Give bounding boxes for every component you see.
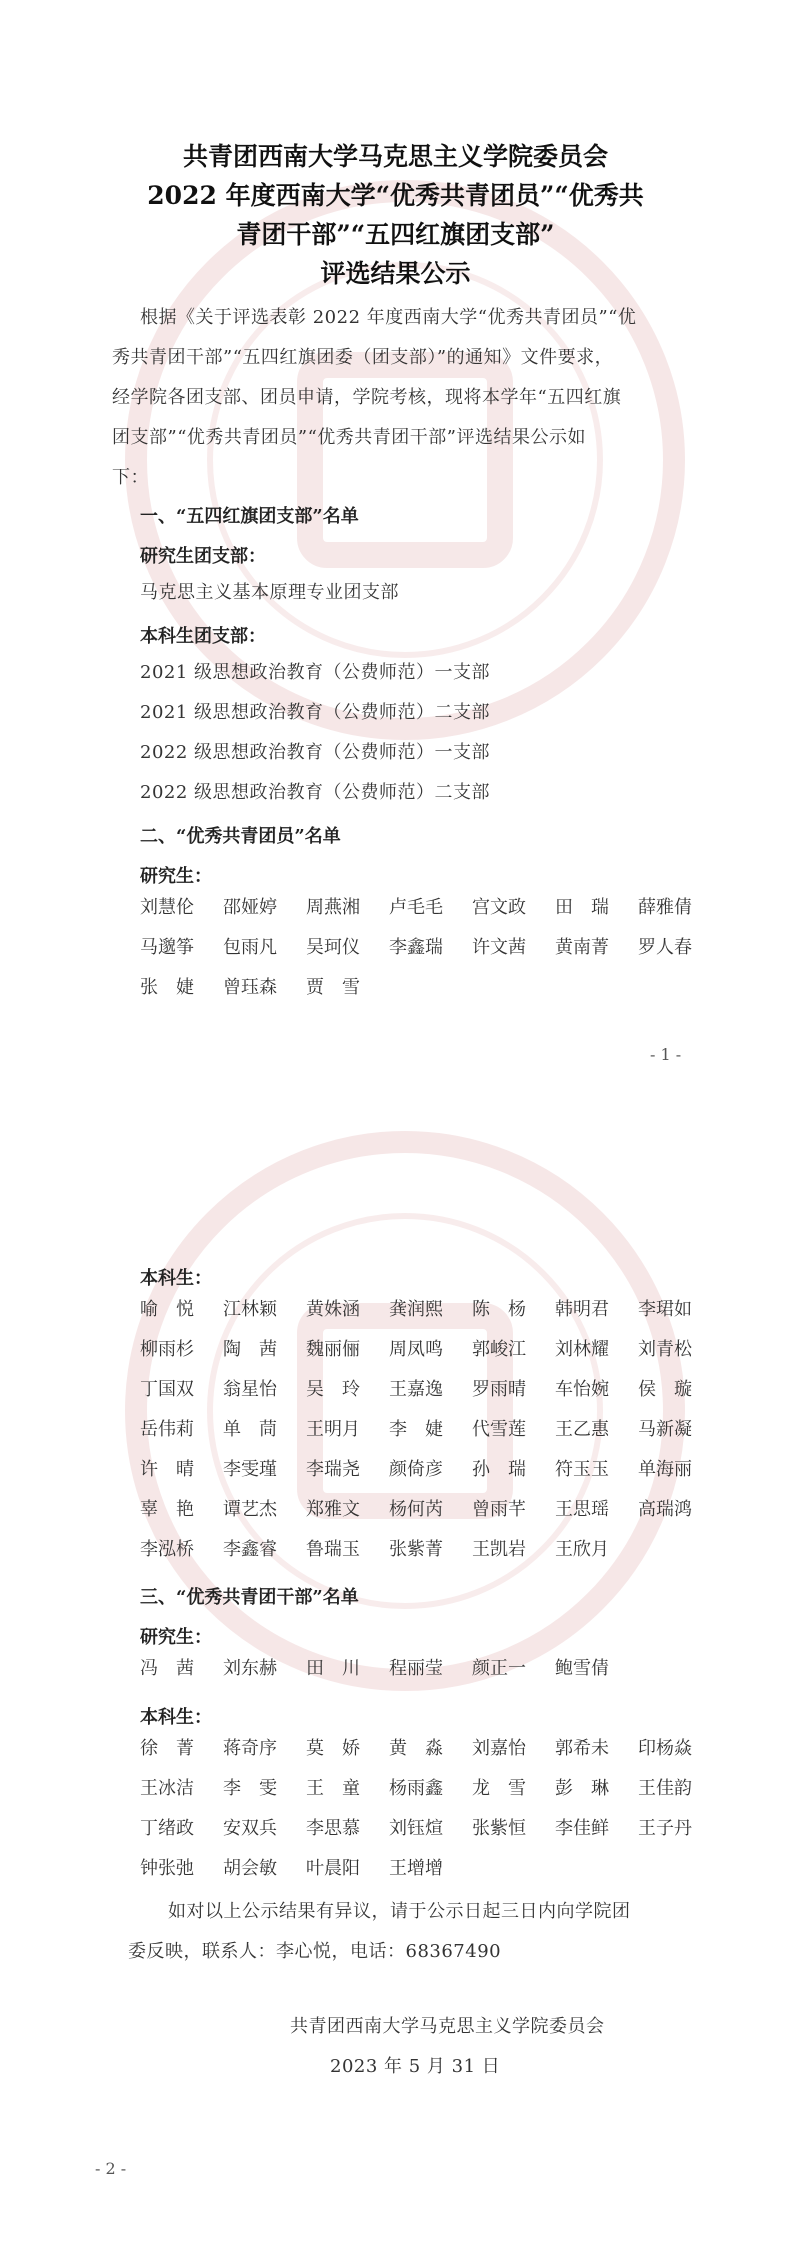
person-name: 鲁瑞玉: [306, 1539, 360, 1560]
person-name: 彭 琳: [555, 1778, 609, 1799]
person-name: 刘钰煊: [389, 1818, 443, 1839]
page-number: - 1 -: [650, 1045, 682, 1064]
person-name: 孙 瑞: [472, 1459, 526, 1480]
person-name: 颜倚彦: [389, 1459, 443, 1480]
person-name: 郑雅文: [306, 1499, 360, 1520]
person-name: 叶晨阳: [306, 1858, 360, 1879]
signature-org: 共青团西南大学马克思主义学院委员会: [290, 2016, 605, 2037]
person-name: 罗人春: [638, 937, 692, 958]
section3-grad-label: 研究生：: [140, 1627, 212, 1648]
person-name: 许 晴: [140, 1459, 194, 1480]
person-name: 宫文政: [472, 897, 526, 918]
person-name: 蒋奇序: [223, 1738, 277, 1759]
person-name: 杨何芮: [389, 1499, 443, 1520]
person-name: 邵娅婷: [223, 897, 277, 918]
person-name: 杨雨鑫: [389, 1778, 443, 1799]
section1-ug-label: 本科生团支部：: [140, 626, 266, 647]
person-name: 张紫恒: [472, 1818, 526, 1839]
name-row: [140, 968, 721, 1008]
person-name: 王乙惠: [555, 1419, 609, 1440]
section3-ug-names: [140, 1729, 721, 1889]
person-name: 薛雅倩: [638, 897, 692, 918]
section1-heading: 一、“五四红旗团支部”名单: [140, 506, 359, 527]
signature-date: 2023 年 5 月 31 日: [330, 2056, 501, 2077]
person-name: 王子丹: [638, 1818, 692, 1839]
name-row: [140, 1530, 721, 1570]
person-name: 丁国双: [140, 1379, 194, 1400]
person-name: 许文茜: [472, 937, 526, 958]
person-name: 李鑫瑞: [389, 937, 443, 958]
person-name: 田 川: [306, 1658, 360, 1679]
name-row: [140, 928, 721, 968]
intro-line1: 根据《关于评选表彰 2022 年度西南大学“优秀共青团员”“优: [140, 307, 637, 328]
person-name: 谭艺杰: [223, 1499, 277, 1520]
person-name: 陈 杨: [472, 1299, 526, 1320]
person-name: 魏丽俪: [306, 1339, 360, 1360]
section2-ug-names: [140, 1290, 721, 1570]
section1-ug-item: 2021 级思想政治教育（公费师范）二支部: [140, 702, 491, 723]
person-name: 黄 淼: [389, 1738, 443, 1759]
person-name: 龚润熙: [389, 1299, 443, 1320]
name-row: [140, 1290, 721, 1330]
person-name: 程丽莹: [389, 1658, 443, 1679]
section2-grad-label: 研究生：: [140, 866, 212, 887]
doc-title-line2: 2022 年度西南大学“优秀共青团员”“优秀共: [147, 181, 644, 210]
closing-line2: 委反映，联系人：李心悦，电话：68367490: [128, 1941, 502, 1962]
person-name: 李鑫睿: [223, 1539, 277, 1560]
person-name: 辜 艳: [140, 1499, 194, 1520]
person-name: 翁星怡: [223, 1379, 277, 1400]
person-name: 王嘉逸: [389, 1379, 443, 1400]
person-name: 王增增: [389, 1858, 443, 1879]
person-name: 李 雯: [223, 1778, 277, 1799]
section1-ug-item: 2022 级思想政治教育（公费师范）二支部: [140, 782, 491, 803]
person-name: 单海丽: [638, 1459, 692, 1480]
section1-grad-label: 研究生团支部：: [140, 546, 266, 567]
page-number: - 2 -: [95, 2159, 127, 2178]
person-name: 龙 雪: [472, 1778, 526, 1799]
name-row: [140, 888, 721, 928]
person-name: 李泓桥: [140, 1539, 194, 1560]
person-name: 印杨焱: [638, 1738, 692, 1759]
person-name: 李珺如: [638, 1299, 692, 1320]
person-name: 符玉玉: [555, 1459, 609, 1480]
person-name: 曾珏森: [223, 977, 277, 998]
name-row: [140, 1849, 721, 1889]
person-name: 李雯瑾: [223, 1459, 277, 1480]
intro-line5: 下：: [112, 467, 149, 488]
person-name: 高瑞鸿: [638, 1499, 692, 1520]
name-row: [140, 1370, 721, 1410]
person-name: 陶 茜: [223, 1339, 277, 1360]
name-row: [140, 1729, 721, 1769]
person-name: 丁绪政: [140, 1818, 194, 1839]
person-name: 侯 璇: [638, 1379, 692, 1400]
person-name: 张紫菁: [389, 1539, 443, 1560]
person-name: 李思慕: [306, 1818, 360, 1839]
section3-grad-names: [140, 1649, 638, 1689]
person-name: 吴珂仪: [306, 937, 360, 958]
person-name: 安双兵: [223, 1818, 277, 1839]
person-name: 刘林耀: [555, 1339, 609, 1360]
person-name: 吴 玲: [306, 1379, 360, 1400]
intro-line2: 秀共青团干部”“五四红旗团委（团支部）”的通知》文件要求，: [112, 347, 614, 368]
person-name: 贾 雪: [306, 977, 360, 998]
person-name: 鲍雪倩: [555, 1658, 609, 1679]
person-name: 郭希未: [555, 1738, 609, 1759]
section1-ug-item: 2021 级思想政治教育（公费师范）一支部: [140, 662, 491, 683]
person-name: 颜正一: [472, 1658, 526, 1679]
section2-ug-label: 本科生：: [140, 1268, 212, 1289]
person-name: 江林颖: [223, 1299, 277, 1320]
person-name: 罗雨晴: [472, 1379, 526, 1400]
name-row: [140, 1450, 721, 1490]
person-name: 周燕湘: [306, 897, 360, 918]
section3-ug-label: 本科生：: [140, 1707, 212, 1728]
person-name: 刘慧伦: [140, 897, 194, 918]
person-name: 曾雨芊: [472, 1499, 526, 1520]
person-name: 岳伟莉: [140, 1419, 194, 1440]
closing-line1: 如对以上公示结果有异议，请于公示日起三日内向学院团: [168, 1901, 631, 1922]
person-name: 王思瑶: [555, 1499, 609, 1520]
person-name: 黄南菁: [555, 937, 609, 958]
page-2: [0, 1121, 791, 2242]
person-name: 马新凝: [638, 1419, 692, 1440]
person-name: 王欣月: [555, 1539, 609, 1560]
person-name: 包雨凡: [223, 937, 277, 958]
section3-heading: 三、“优秀共青团干部”名单: [140, 1587, 359, 1608]
doc-title-line4: 评选结果公示: [320, 259, 471, 288]
person-name: 冯 茜: [140, 1658, 194, 1679]
doc-title-line3: 青团干部”“五四红旗团支部”: [236, 220, 555, 249]
section1-ug-item: 2022 级思想政治教育（公费师范）一支部: [140, 742, 491, 763]
person-name: 马邈筝: [140, 937, 194, 958]
name-row: [140, 1649, 638, 1689]
section2-heading: 二、“优秀共青团员”名单: [140, 826, 341, 847]
person-name: 柳雨杉: [140, 1339, 194, 1360]
intro-line4: 团支部”“优秀共青团员”“优秀共青团干部”评选结果公示如: [112, 427, 587, 448]
person-name: 李瑞尧: [306, 1459, 360, 1480]
section2-grad-names: [140, 888, 721, 1008]
person-name: 王 童: [306, 1778, 360, 1799]
person-name: 胡会敏: [223, 1858, 277, 1879]
person-name: 莫 娇: [306, 1738, 360, 1759]
person-name: 喻 悦: [140, 1299, 194, 1320]
person-name: 王佳韵: [638, 1778, 692, 1799]
name-row: [140, 1490, 721, 1530]
person-name: 刘东赫: [223, 1658, 277, 1679]
person-name: 周凤鸣: [389, 1339, 443, 1360]
person-name: 刘青松: [638, 1339, 692, 1360]
person-name: 钟张弛: [140, 1858, 194, 1879]
person-name: 李佳鲜: [555, 1818, 609, 1839]
section1-grad-item: 马克思主义基本原理专业团支部: [140, 582, 399, 603]
person-name: 车怡婉: [555, 1379, 609, 1400]
person-name: 张 婕: [140, 977, 194, 998]
person-name: 刘嘉怡: [472, 1738, 526, 1759]
name-row: [140, 1809, 721, 1849]
person-name: 田 瑞: [555, 897, 609, 918]
name-row: [140, 1410, 721, 1450]
doc-title-line1: 共青团西南大学马克思主义学院委员会: [182, 142, 608, 171]
name-row: [140, 1330, 721, 1370]
person-name: 李 婕: [389, 1419, 443, 1440]
person-name: 黄姝涵: [306, 1299, 360, 1320]
person-name: 王冰洁: [140, 1778, 194, 1799]
person-name: 王明月: [306, 1419, 360, 1440]
person-name: 徐 菁: [140, 1738, 194, 1759]
person-name: 韩明君: [555, 1299, 609, 1320]
person-name: 单 茼: [223, 1419, 277, 1440]
name-row: [140, 1769, 721, 1809]
person-name: 王凯岩: [472, 1539, 526, 1560]
intro-line3: 经学院各团支部、团员申请，学院考核，现将本学年“五四红旗: [112, 387, 622, 408]
person-name: 郭峻江: [472, 1339, 526, 1360]
person-name: 卢毛毛: [389, 897, 443, 918]
person-name: 代雪莲: [472, 1419, 526, 1440]
